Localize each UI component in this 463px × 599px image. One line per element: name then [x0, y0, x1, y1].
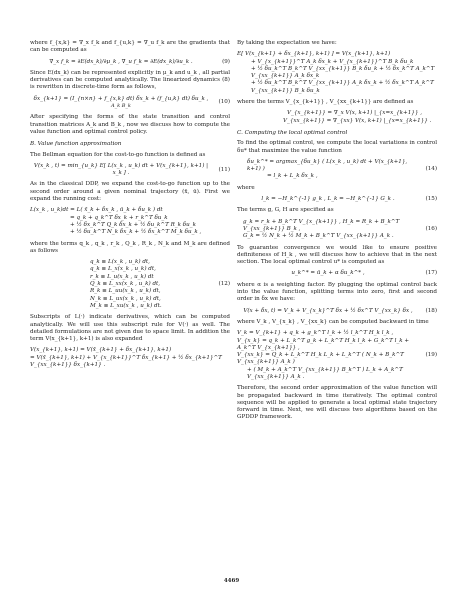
definition-line: M_k ≡ L_xu(x_k , u_k) dt. — [90, 302, 162, 309]
v-derivative-line: V_{xx_{k+1}} = ∇_{xx} V(x, k+1) |_{x=x_{k+1}} . — [283, 117, 432, 124]
definition-line: q_k ≡ L_x(x_k , u_k) dt, — [90, 266, 156, 273]
expectation-line: E[ V(x_{k+1} + δx_{k+1}, k+1) ] = V(x_{k+1}, k+1) — [237, 51, 391, 58]
equation-13 — [237, 51, 437, 95]
paragraph-terms: where the terms q_k , q_k , r_k , Q_k , R_k , N_k and M_k are defined as follows — [30, 240, 230, 254]
section-c-heading: C. Computing the local optimal control — [237, 129, 348, 136]
equation-10-body: δx_{k+1} = (I_{n×n} + f_{x,k} dt) δx_k + (f_{u,k} dt) δu_k , — [33, 95, 209, 102]
paragraph-gradients: where f_{x,k} = ∇_x f_k and f_{u,k} = ∇_u f_k are the gradients that can be computed as — [30, 40, 230, 54]
definition-line: r_k ≡ L_u(x_k , u_k) dt — [90, 273, 154, 280]
right-column — [237, 40, 437, 426]
equation-9-body: ∇_x f_k = ∂E(dx_k)/∂μ_k , ∇_u f_k = ∂E(dx_k)/∂u_k . — [49, 58, 193, 65]
definition-line: N_k ≡ L_ux(x_k , u_k) dt, — [90, 295, 161, 302]
paragraph-expand: As in the classical DDP, we expand the cost-to-go function up to the second order around a given nominal trajectory (x̄, ū). First we expand the running cost: — [30, 181, 230, 203]
paragraph-weighting: where α is a weighting factor. By plugging the optimal control back into the value function, splitting terms into zero, first and second order in δx we have: — [237, 281, 437, 303]
equation-9-number: (9) — [222, 58, 230, 65]
paragraph-bellman: The Bellman equation for the cost-to-go function is defined as — [30, 151, 206, 158]
backward-line: V_{x_k} = q_k + L_k^T g_k + L_k^T H_k l_k + G_k^T l_k + A_k^T V_{x_{k+1}} , — [237, 337, 410, 351]
equation-19-number: (19) — [425, 352, 437, 359]
expectation-line: + V_{x_{k+1}}^T A_k δx_k + V_{x_{k+1}}^T B_k δu_k — [251, 58, 414, 65]
equation-10-underbraces: A_k B_k — [111, 103, 131, 110]
equation-17-number: (17) — [425, 270, 437, 277]
paragraph-subscripts: Subscripts of L(·) indicate derivatives, which can be computed analytically. We will use this subscript rule for V(·) as well. The detailed formulations are not given due to space limit. In addition the term V(x_{k+1}, k+1) is also expanded — [30, 314, 230, 343]
equation-12 — [30, 259, 230, 310]
page-number: 4469 — [223, 578, 240, 584]
running-cost-line: = q_k + q_k^T δx_k + r_k^T δu_k — [70, 214, 168, 221]
paragraph-ggh: The terms g, G, H are specified as — [237, 207, 334, 214]
expectation-line: + ½ δu_k^T B_k^T V_{xx_{k+1}} A_k δx_k + ½ δx_k^T A_k^T V_{xx_{k+1}} B_k δu_k — [251, 80, 434, 94]
section-b-heading: B. Value function approximation — [30, 141, 122, 148]
equation-15-body: l_k = −H_k^{-1} g_k , L_k = −H_k^{-1} G_k . — [261, 196, 395, 203]
where-label: where — [237, 184, 255, 191]
definition-line: q_k ≡ L(x_k , u_k) dt, — [90, 259, 150, 266]
equation-14-number: (14) — [425, 166, 437, 173]
paragraph-expectation: By taking the expectation we have: — [237, 40, 337, 46]
equation-17 — [237, 270, 437, 277]
equation-14 — [237, 159, 437, 181]
equation-16 — [237, 219, 437, 241]
equation-15-number: (15) — [425, 196, 437, 203]
paragraph-backward: where V_k , V_{x_k} , V_{xx_k} can be computed backward in time — [237, 318, 429, 325]
argmax-line: = l_k + L_k δx_k , — [267, 173, 318, 180]
paragraph-transition: After specifying the forms of the state transition and control transition matrices A_k and B_k , now we discuss how to compute the value function and optimal control policy. — [30, 114, 230, 135]
ggh-line: g_k = r_k + B_k^T V_{x_{k+1}} , H_k = R_k + B_k^T V_{xx_{k+1}} B_k , — [243, 218, 400, 232]
equation-10 — [30, 96, 230, 111]
equation-18-body: V(x + δx, t) = V_k + V_{x_k}^T δx + ½ δx^T V_{xx_k} δx , — [243, 307, 413, 314]
equation-9 — [30, 59, 230, 66]
ggh-line: G_k = ½ N_k + ½ M_k + B_k^T V_{xx_{k+1}} A_k . — [243, 233, 394, 240]
equation-value-expansion — [30, 347, 230, 369]
equation-v-derivatives — [237, 110, 437, 125]
paragraph-propagation: Therefore, the second order approximation of the value function will be propagated backward in time iteratively. The optimal control sequence will be applied to generate a local optimal state trajectory forward in time. Next, we will discuss two algorithms based on the GPDDP framework. — [237, 385, 437, 421]
running-cost-line: + ½ δx_k^T Q_k δx_k + ½ δu_k^T R_k δu_k — [70, 221, 196, 228]
equation-12-number: (12) — [218, 281, 230, 288]
equation-11-number: (11) — [218, 166, 230, 173]
equation-running-cost — [30, 207, 230, 236]
equation-11 — [30, 163, 230, 178]
equation-15 — [237, 196, 437, 203]
running-cost-line: L(x_k , u_k)dt = L( x̄_k + δx_k , ū_k + δu_k ) dt — [30, 207, 163, 214]
paragraph-linearized: Since E(dx_k) can be represented explicitly in μ_k and u_k , all partial derivatives can be computed analytically. The linearized dynamics (8) is rewritten in discrete-time form as follows, — [30, 69, 230, 91]
argmax-line: δu_k^* = argmax_{δu_k} ( L(x_k , u_k) dt + V(x_{k+1}, k+1) ) — [247, 158, 408, 173]
v-derivative-line: V_{x_{k+1}} = ∇_x V(x, k+1) |_{x=x_{k+1}} , — [287, 110, 422, 117]
definition-line: R_k ≡ L_uu(x_k , u_k) dt, — [90, 288, 161, 295]
equation-19 — [237, 330, 437, 381]
expectation-line: + ½ δu_k^T B_k^T V_{xx_{k+1}} B_k δu_k + ½ δx_k^T A_k^T V_{xx_{k+1}} A_k δx_k — [251, 65, 435, 80]
equation-18 — [237, 308, 437, 315]
left-column — [30, 40, 230, 373]
backward-line: + ( M_k + A_k^T V_{xx_{k+1}} B_k^T ) L_k + A_k^T V_{xx_{k+1}} A_k . — [247, 366, 403, 380]
backward-line: V_k = V_{k+1} + q_k + g_k^T l_k + ½ l_k^T H_k l_k , — [237, 330, 394, 337]
definition-line: Q_k ≡ L_xx(x_k , u_k) dt, — [90, 281, 161, 288]
equation-11-body: V(x_k , t) = min_{u_k} E[ L(x_k , u_k) dt + V(x_{k+1}, k+1) | x_k ] . — [33, 162, 209, 177]
equation-17-body: u_k^* = ū_k + α δu_k^* , — [291, 270, 365, 277]
value-expansion-line: V(x_{k+1}, k+1) = V(x̄_{k+1} + δx_{k+1}, k+1) — [30, 347, 172, 354]
value-expansion-line: = V(x̄_{k+1}, k+1) + V_{x_{k+1}}^T δx_{k+1} + ½ δx_{k+1}^T V_{xx_{k+1}} δx_{k+1} . — [30, 354, 222, 368]
equation-18-number: (18) — [425, 307, 437, 314]
paragraph-v-terms: where the terms V_{x_{k+1}} , V_{xx_{k+1}} are defined as — [237, 99, 414, 106]
backward-line: V_{xx_k} = Q_k + L_k^T H_k L_k + L_k^T ( N_k + B_k^T V_{xx_{k+1}} A_k ) — [237, 352, 404, 366]
equation-10-number: (10) — [218, 99, 230, 106]
paragraph-optimal-control: To find the optimal control, we compute the local variations in control δu* that maximize the value function — [237, 140, 437, 154]
equation-16-number: (16) — [425, 225, 437, 232]
paragraph-convergence: To guarantee convergence we would like to ensure positive definiteness of H_k , we will discuss how to achieve that in the next section. The local optimal control u* is computed as — [237, 244, 437, 266]
running-cost-line: + ½ δu_k^T N_k δx_k + ½ δx_k^T M_k δu_k , — [70, 229, 202, 236]
